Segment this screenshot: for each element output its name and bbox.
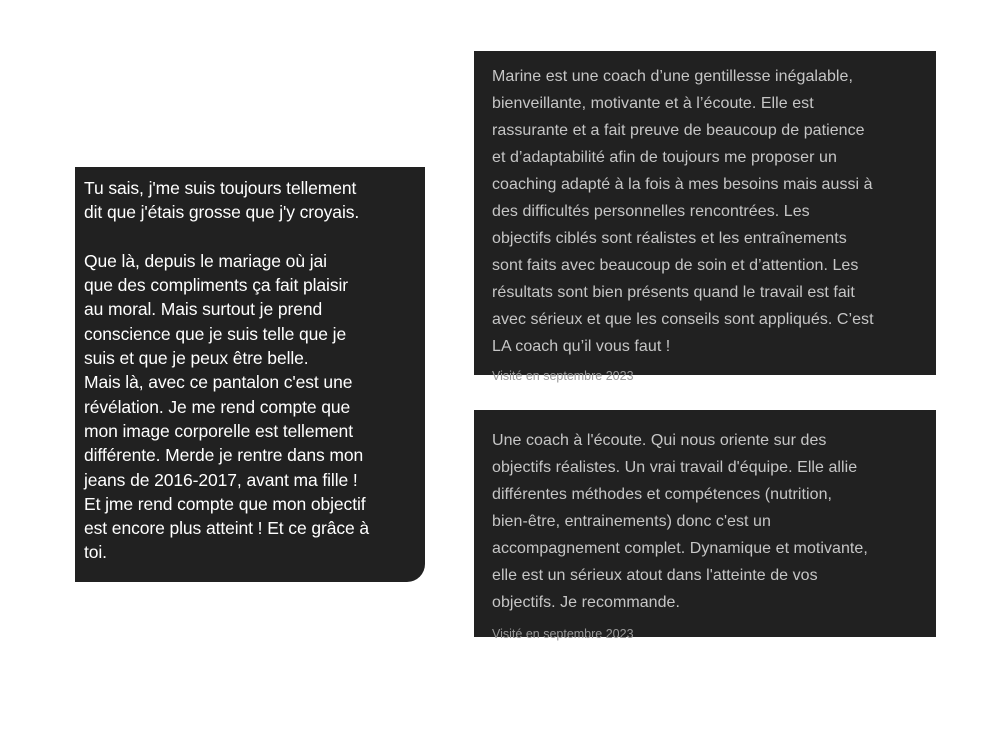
review-text: Une coach à l'écoute. Qui nous oriente sur des objectifs réalistes. Un vrai travail d'équipe. Elle allie différentes méthodes et compétences (nutrition, bien-être, entrainements) donc c'est un accompagnement complet. Dynamique et motivante, elle est un sérieux atout dans l'atteinte de vos objectifs. Je recommande.: [492, 432, 868, 611]
chat-message-text: Tu sais, j'me suis toujours tellement dit que j'étais grosse que j'y croyais. Que là, depuis le mariage où jai que des compliments ça fait plaisir au moral. Mais surtout je prend conscience que je suis telle que je suis et que je peux être belle. Mais là, avec ce pantalon c'est une révélation. Je me rend compte que mon image corporelle est tellement différente. Merde je rentre dans mon jeans de 2016-2017, avant ma fille ! Et jme rend compte que mon objectif est encore plus atteint ! Et ce grâce à toi.: [84, 178, 370, 563]
review-visit-date: Visité en septembre 2023: [492, 369, 634, 383]
review-card: [474, 51, 936, 383]
review-text: Marine est une coach d’une gentillesse inégalable, bienveillante, motivante et à l’écoute. Elle est rassurante et a fait preuve de beaucoup de patience et d’adaptabilité afin de toujours me proposer un coaching adapté à la fois à mes besoins mais aussi à des difficultés personnelles rencontrées. Les objectifs ciblés sont réalistes et les entraînements sont faits avec beaucoup de soin et d’attention. Les résultats sont bien présents quand le travail est fait avec sérieux et que les conseils sont appliqués. C’est LA coach qu’il vous faut !: [492, 68, 874, 355]
chat-message-bubble: [75, 167, 425, 582]
review-visit-date: Visité en septembre 2023: [492, 627, 634, 641]
review-card: [474, 410, 936, 641]
